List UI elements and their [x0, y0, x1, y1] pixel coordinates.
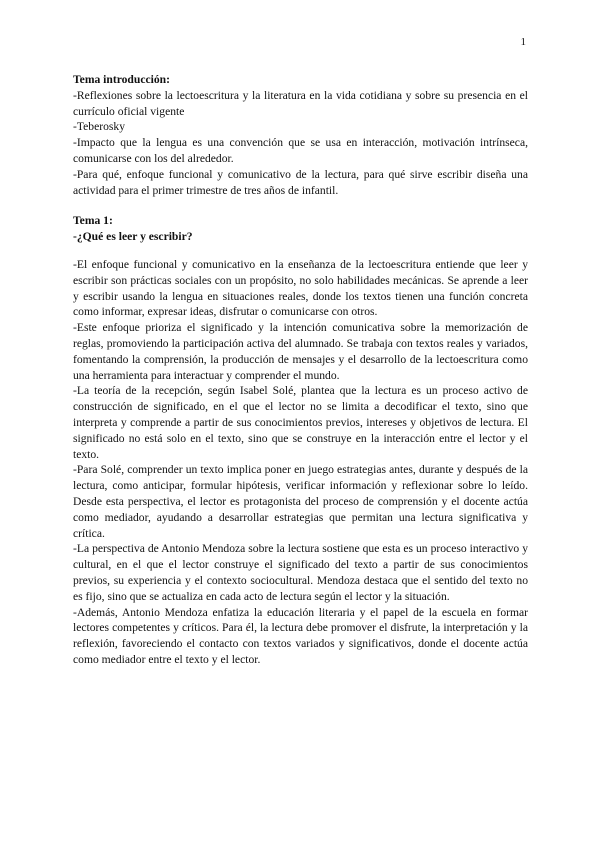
intro-line: -Para qué, enfoque funcional y comunicativo de la lectura, para qué sirve escribir diseña una actividad para el primer trimestre de tres años de infantil.: [73, 167, 528, 197]
document-body: [73, 72, 528, 668]
body-paragraph: -Para Solé, comprender un texto implica poner en juego estrategias antes, durante y después de la lectura, como anticipar, formular hipótesis, verificar información y reflexionar sobre lo leído. Desde esta perspectiva, el lector es protagonista del proceso de comprensión y el docente actúa como mediador, ayudando a desarrollar estrategias que permitan una lectura significativa y crítica.: [73, 463, 528, 540]
body-paragraph: -Además, Antonio Mendoza enfatiza la educación literaria y el papel de la escuela en formar lectores competentes y críticos. Para él, la lectura debe promover el disfrute, la interpretación y la reflexión, favoreciendo el contacto con textos variados y significativos, donde el docente actúa como mediador entre el texto y el lector.: [73, 605, 528, 666]
body-paragraph: -La teoría de la recepción, según Isabel Solé, plantea que la lectura es un proceso activo de construcción de significado, en el que el lector no se limita a decodificar el texto, sino que interpreta y comprende a partir de sus conocimientos previos, intereses y objetivos de lectura. El significado no está solo en el texto, sino que se construye en la interacción entre el lector y el texto.: [73, 384, 528, 461]
intro-line: -Teberosky: [73, 120, 125, 134]
tema1-subtitle: -¿Qué es leer y escribir?: [73, 230, 193, 244]
body-paragraph: -Este enfoque prioriza el significado y la intención comunicativa sobre la memorización de reglas, promoviendo la participación activa del alumnado. Se trabaja con textos reales y variados, fomentando la comprensión, la producción de mensajes y el desarrollo de la lectoescritura como una herramienta para interactuar y comprender el mundo.: [73, 321, 528, 382]
body-paragraph: -La perspectiva de Antonio Mendoza sobre la lectura sostiene que esta es un proceso interactivo y cultural, en el que el lector construye el significado del texto a partir de sus conocimientos previos, su experiencia y el contexto sociocultural. Mendoza destaca que el sentido del texto no es fijo, sino que se actualiza en cada acto de lectura según el lector y la situación.: [73, 542, 528, 603]
intro-section: [73, 72, 528, 198]
tema1-heading: [73, 213, 528, 245]
intro-title: Tema introducción:: [73, 73, 170, 86]
body-paragraph: -El enfoque funcional y comunicativo en la enseñanza de la lectoescritura entiende que leer y escribir son prácticas sociales con un propósito, no solo habilidades mecánicas. Se aprende a leer y escribir usando la lengua en situaciones reales, donde los textos tienen una función concreta como informar, expresar ideas, disfrutar o comunicarse con otros.: [73, 257, 528, 319]
intro-line: -Impacto que la lengua es una convención que se usa en interacción, motivación intrínseca, comunicarse con los del alrededor.: [73, 136, 528, 165]
tema1-section: [73, 257, 528, 668]
intro-line: -Reflexiones sobre la lectoescritura y la literatura en la vida cotidiana y sobre su presencia en el currículo oficial vigente: [73, 88, 528, 118]
tema1-title: Tema 1:: [73, 214, 113, 228]
page-number: 1: [520, 36, 526, 48]
